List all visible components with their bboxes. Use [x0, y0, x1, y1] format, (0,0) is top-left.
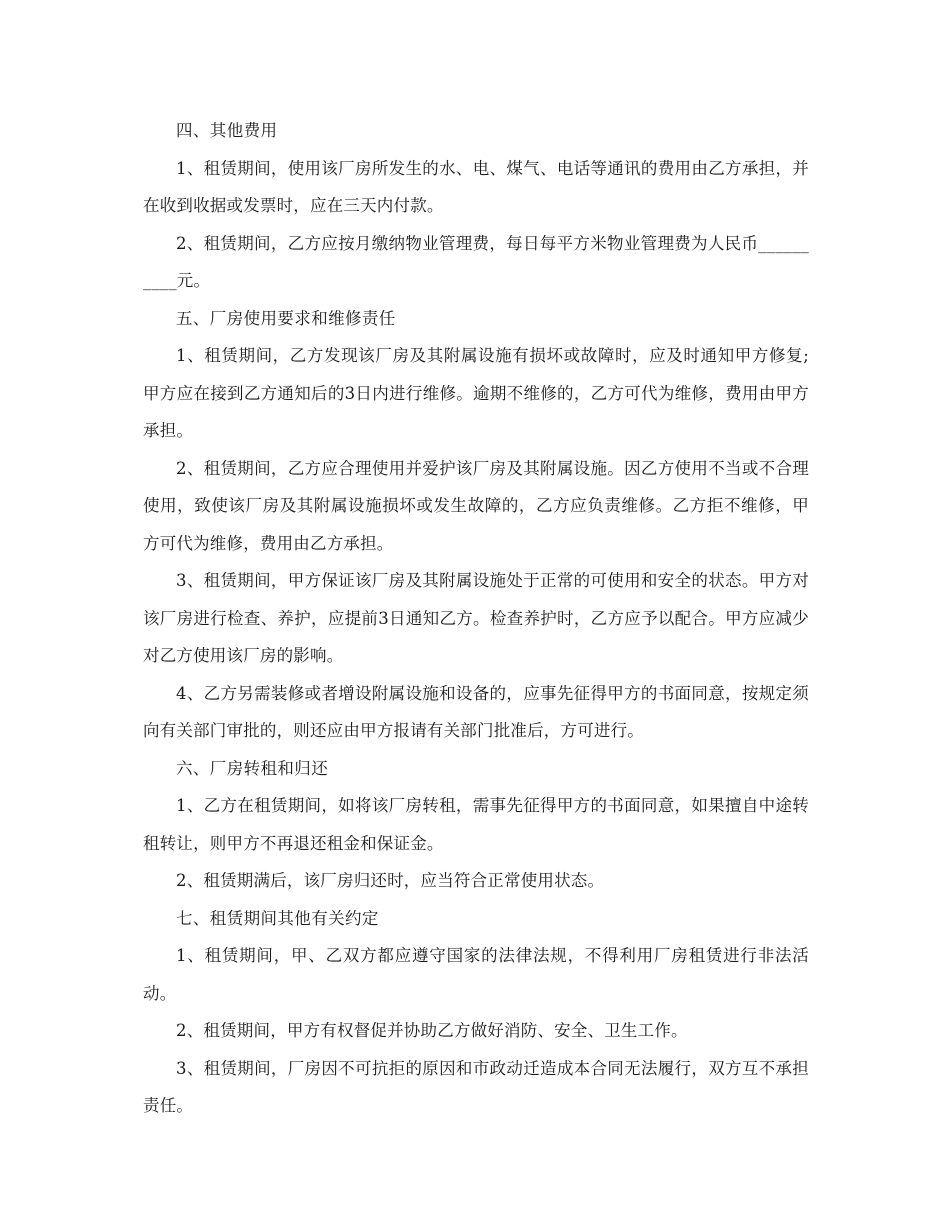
- clause-paragraph: 1、租赁期间，甲、乙双方都应遵守国家的法律法规，不得利用厂房租赁进行非法活动。: [143, 946, 809, 1003]
- clause-paragraph: 1、乙方在租赁期间，如将该厂房转租，需事先征得甲方的书面同意，如果擅自中途转租转让，则甲方不再退还租金和保证金。: [143, 796, 809, 853]
- clause-paragraph: 2、租赁期间，乙方应按月缴纳物业管理费，每日每平方米物业管理费为人民币__________元。: [143, 233, 809, 290]
- clause-paragraph: 2、租赁期间，乙方应合理使用并爱护该厂房及其附属设施。因乙方使用不当或不合理使用，致使该厂房及其附属设施损坏或发生故障的，乙方应负责维修。乙方拒不维修，甲方可代为维修，费用由乙方承担。: [143, 458, 809, 553]
- document-body: [143, 112, 809, 1125]
- section-heading-usage-maintenance: 五、厂房使用要求和维修责任: [176, 308, 396, 328]
- section-heading-other-fees: 四、其他费用: [176, 121, 278, 140]
- clause-paragraph: 1、租赁期间，乙方发现该厂房及其附属设施有损坏或故障时，应及时通知甲方修复;甲方应在接到乙方通知后的3日内进行维修。逾期不维修的，乙方可代为维修，费用由甲方承担。: [143, 346, 809, 440]
- section-heading-other-agreements: 七、租赁期间其他有关约定: [176, 908, 379, 928]
- clause-paragraph: 3、租赁期间，厂房因不可抗拒的原因和市政动迁造成本合同无法履行，双方互不承担责任。: [143, 1058, 809, 1115]
- clause-paragraph: 2、租赁期满后，该厂房归还时，应当符合正常使用状态。: [176, 871, 605, 890]
- clause-paragraph: 3、租赁期间，甲方保证该厂房及其附属设施处于正常的可使用和安全的状态。甲方对该厂房进行检查、养护，应提前3日通知乙方。检查养护时，乙方应予以配合。甲方应减少对乙方使用该厂房的影响。: [143, 571, 809, 665]
- clause-paragraph: 2、租赁期间，甲方有权督促并协助乙方做好消防、安全、卫生工作。: [176, 1021, 688, 1040]
- clause-paragraph: 1、租赁期间，使用该厂房所发生的水、电、煤气、电话等通讯的费用由乙方承担，并在收到收据或发票时，应在三天内付款。: [143, 158, 809, 215]
- clause-paragraph: 4、乙方另需装修或者增设附属设施和设备的，应事先征得甲方的书面同意，按规定须向有关部门审批的，则还应由甲方报请有关部门批准后，方可进行。: [143, 683, 809, 740]
- section-heading-sublease-return: 六、厂房转租和归还: [176, 758, 329, 778]
